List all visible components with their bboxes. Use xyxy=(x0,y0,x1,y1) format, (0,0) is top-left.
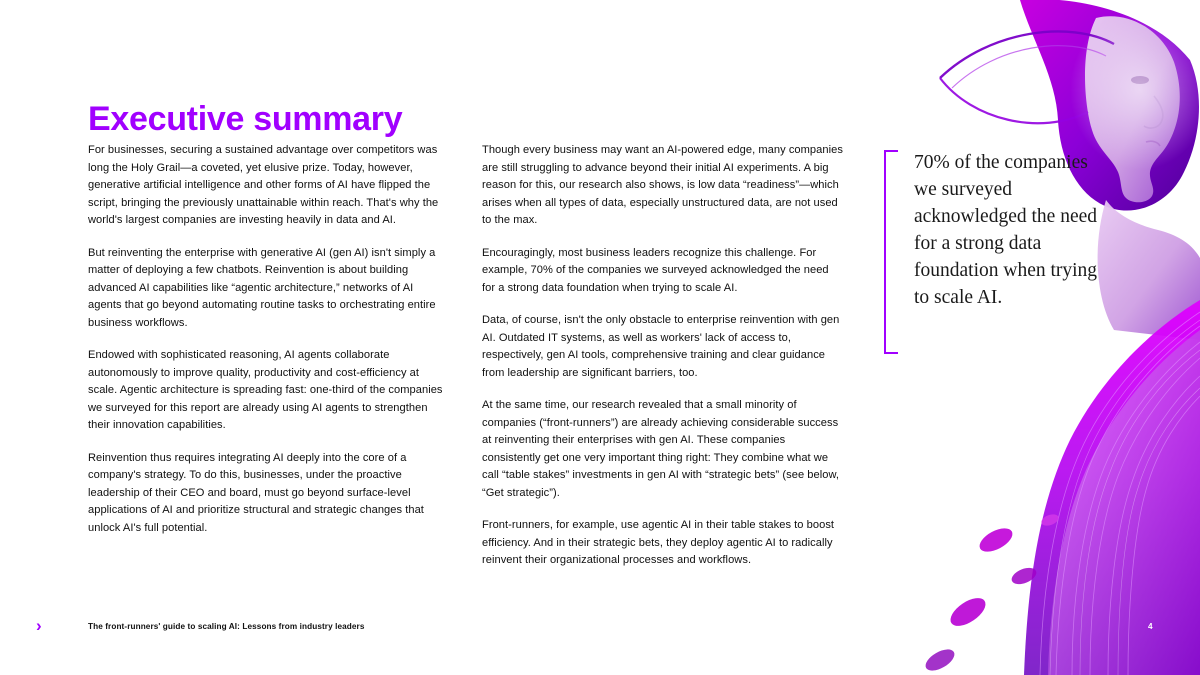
paragraph: Front-runners, for example, use agentic AI in their table stakes to boost efficiency. And in their strategic bets, they deploy agentic AI to radically reinvent their organizational processes and workflows. xyxy=(482,519,835,567)
pull-quote-block xyxy=(884,150,1106,354)
body-column-right xyxy=(482,142,844,585)
paragraph: But reinventing the enterprise with generative AI (gen AI) isn't simply a matter of deploying a few chatbots. Reinvention is about building advanced AI capabilities like “agentic architecture,” networks of AI agents that go beyond automating routine tasks to orchestrating entire business workflows. xyxy=(88,246,436,329)
pull-quote-text: 70% of the companies we surveyed acknowledged the need for a strong data foundation when trying to scale AI. xyxy=(914,152,1098,308)
page-title: Executive summary xyxy=(88,99,403,138)
paragraph: Though every business may want an AI-powered edge, many companies are still struggling to advance beyond their initial AI experiments. A big reason for this, our research also shows, is low data “readiness”—which arises when all types of data, especially unstructured data, are not used to the max. xyxy=(482,144,843,227)
paragraph: Endowed with sophisticated reasoning, AI agents collaborate autonomously to improve quality, productivity and cost-efficiency at scale. Agentic architecture is spreading fast: one-third of the companies we surveyed for this report are already using AI agents to strengthen their innovation capabilities. xyxy=(88,349,443,432)
chevron-right-icon: › xyxy=(36,616,42,635)
body-column-left xyxy=(88,142,450,552)
paragraph: Data, of course, isn't the only obstacle to enterprise reinvention with gen AI. Outdated IT systems, as well as workers' lack of access to, respectively, gen AI tools, comprehensive training and clear guidance from leadership are significant barriers, too. xyxy=(482,314,840,379)
paragraph: Encouragingly, most business leaders recognize this challenge. For example, 70% of the companies we surveyed acknowledged the need for a strong data foundation when trying to scale AI. xyxy=(482,246,829,294)
footer-document-title: The front-runners' guide to scaling AI: Lessons from industry leaders xyxy=(88,622,365,631)
paragraph: Reinvention thus requires integrating AI deeply into the core of a company's strategy. To do this, businesses, under the proactive leadership of their CEO and board, must go beyond surface-level applications of AI and prioritize structural and strategic changes that unlock AI's full potential. xyxy=(88,451,424,534)
pull-quote-bracket xyxy=(884,150,898,354)
paragraph: For businesses, securing a sustained advantage over competitors was long the Holy Grail—a coveted, yet elusive prize. Today, however, generative artificial intelligence and other forms of AI have flipped the script, bringing the previously unattainable within reach. That's why the world's largest companies are investing heavily in data and AI. xyxy=(88,144,439,227)
paragraph: At the same time, our research revealed that a small minority of companies (“front-runners”) are already achieving considerable success at reinventing their enterprises with gen AI. These companies consistently get one very important thing right: They combine what we call “table stakes” investments in gen AI with “strategic bets” (see below, “Get strategic”). xyxy=(482,399,840,499)
page-number: 4 xyxy=(1148,622,1153,631)
